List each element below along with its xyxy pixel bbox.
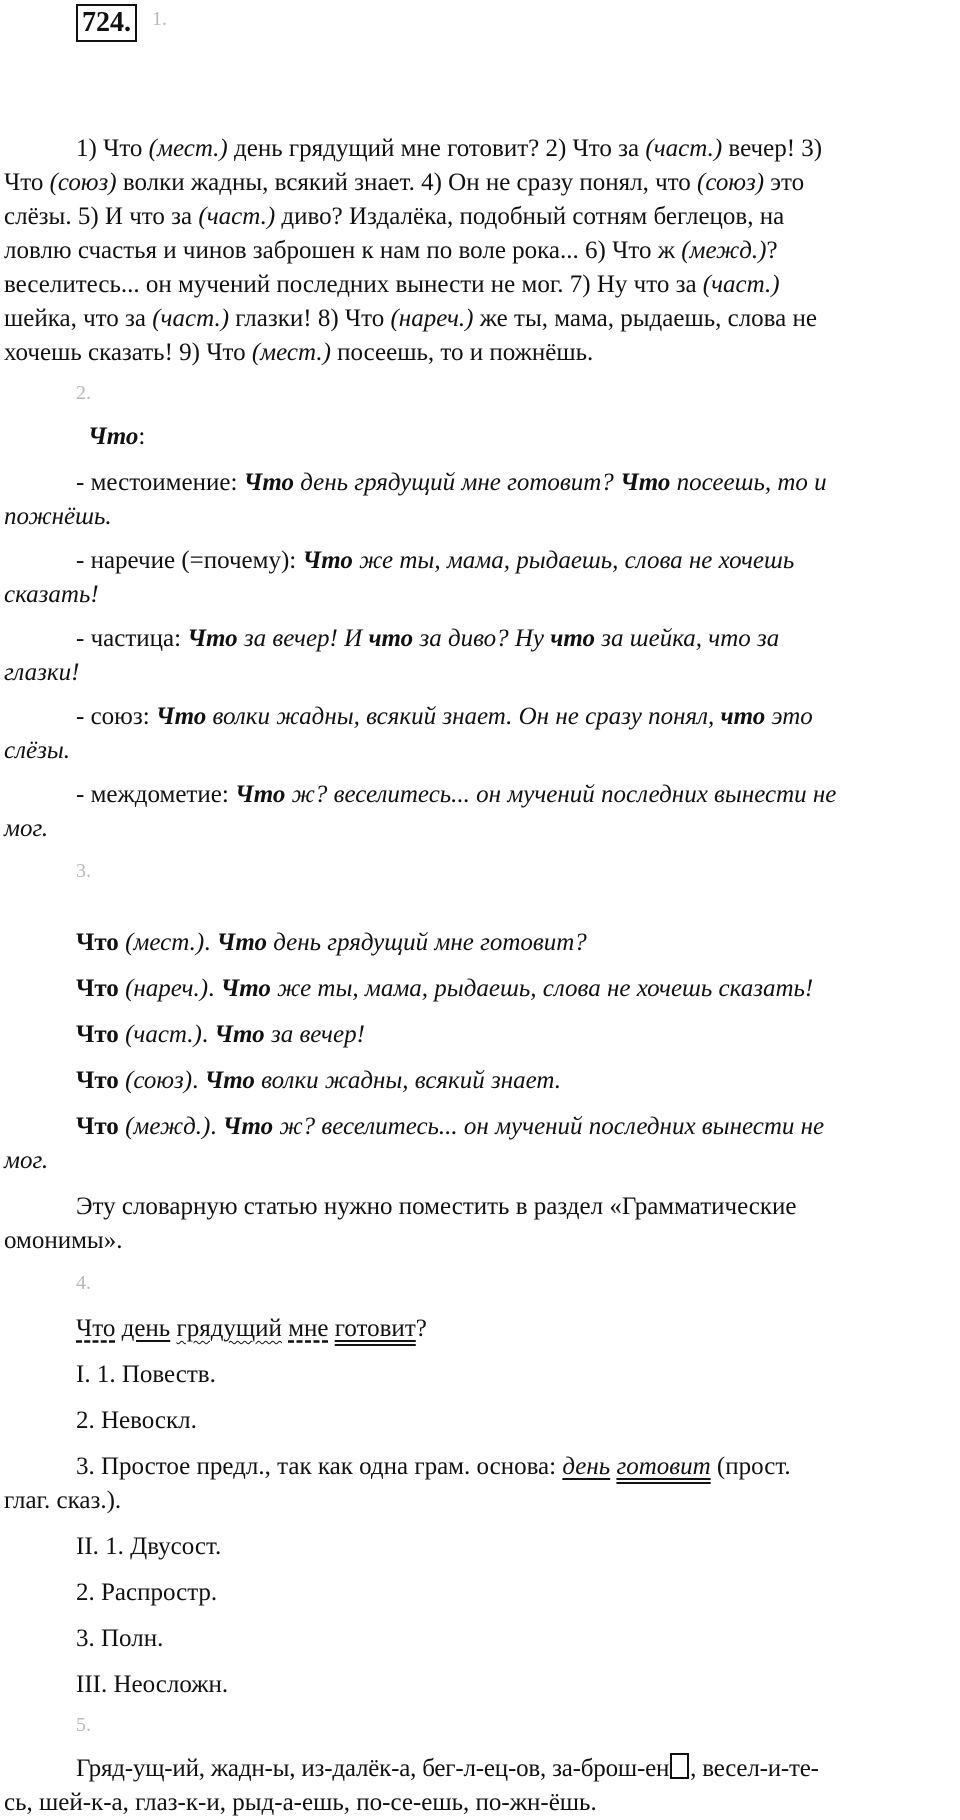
part1-line-7: хочешь сказать! 9) Что (мест.) посеешь, то и пожнёшь. — [4, 339, 594, 366]
part3-entry-particle: Что (част.). Что за вечер! — [76, 1021, 365, 1048]
part2-interjection-cont: мог. — [4, 815, 49, 842]
word-den: день — [121, 1315, 171, 1342]
part2-particle-line: - частица: Что за вечер! И что за диво? Ну что за шейка, что за — [76, 625, 780, 652]
part3-entry-adverb: Что (нареч.). Что же ты, мама, рыдаешь, слова не хочешь сказать! — [76, 975, 814, 1002]
part4-item-i1: I. 1. Повеств. — [76, 1361, 216, 1388]
part2-adverb-cont: сказать! — [4, 581, 99, 608]
word-chto: Что — [76, 1315, 116, 1342]
predicate-gotovit: готовит — [616, 1453, 711, 1480]
empty-ending-box-icon — [670, 1753, 689, 1779]
part3-entry-interjection-cont: мог. — [4, 1147, 49, 1174]
part1-line-2: Что (союз) волки жадны, всякий знает. 4) Он не сразу понял, что (союз) это — [4, 169, 805, 196]
part2-adverb-line: - наречие (=почему): Что же ты, мама, рыдаешь, слова не хочешь — [76, 547, 795, 574]
part4-item-ii2: 2. Распростр. — [76, 1579, 218, 1606]
exercise-number: 724. — [76, 4, 137, 42]
section-marker-1: 1. — [152, 8, 167, 30]
part4-item-i2: 2. Невоскл. — [76, 1407, 197, 1434]
part3-entry-conjunction: Что (союз). Что волки жадны, всякий знает. — [76, 1067, 562, 1094]
part4-item-i3: 3. Простое предл., так как одна грам. основа: день готовит (прост. — [76, 1453, 791, 1480]
part4-item-iii: III. Неосложн. — [76, 1671, 229, 1698]
part5-line-1: Гряд-ущ-ий, жадн-ы, из-далёк-а, бег-л-ец-ов, за-брош-ен , весел-и-те- — [76, 1755, 819, 1782]
section-marker-4: 4. — [76, 1272, 91, 1294]
part1-line-1: 1) Что (мест.) день грядущий мне готовит? 2) Что за (част.) вечер! 3) — [76, 135, 823, 162]
subject-den: день — [562, 1453, 611, 1480]
part3-entry-interjection: Что (межд.). Что ж? веселитесь... он мучений последних вынести не — [76, 1113, 825, 1140]
part3-note-line-2: омонимы». — [4, 1227, 123, 1254]
part3-note-line-1: Эту словарную статью нужно поместить в раздел «Грамматические — [76, 1193, 797, 1220]
part2-particle-cont: глазки! — [4, 659, 80, 686]
part4-item-ii1: II. 1. Двусост. — [76, 1533, 222, 1560]
part4-item-ii3: 3. Полн. — [76, 1625, 164, 1652]
part2-heading: Что: — [88, 423, 146, 450]
word-gryadushchiy: грядущий — [176, 1315, 282, 1342]
part2-pronoun-cont: пожнёшь. — [4, 503, 112, 530]
part5-line-2: сь, шей-к-а, глаз-к-и, рыд-а-ешь, по-се-ешь, по-жн-ёшь. — [4, 1789, 597, 1816]
section-marker-3: 3. — [76, 860, 91, 882]
part2-interjection-line: - междометие: Что ж? веселитесь... он мучений последних вынести не — [76, 781, 837, 808]
part1-line-4: ловлю счастья и чинов заброшен к нам по воле рока... 6) Что ж (межд.)? — [4, 237, 778, 264]
part1-line-3: слёзы. 5) И что за (част.) диво? Издалёка, подобный сотням беглецов, на — [4, 203, 785, 230]
part2-pronoun-line: - местоимение: Что день грядущий мне готовит? Что посеешь, то и — [76, 469, 827, 496]
section-marker-5: 5. — [76, 1714, 91, 1736]
part4-item-i3-cont: глаг. сказ.). — [4, 1487, 122, 1514]
word-gotovit: готовит — [334, 1315, 416, 1342]
part4-sentence: Что день грядущий мне готовит? — [76, 1315, 427, 1342]
part1-line-5: веселитесь... он мучений последних вынести не мог. 7) Ну что за (част.) — [4, 271, 780, 298]
part3-entry-pronoun: Что (мест.). Что день грядущий мне готовит? — [76, 929, 587, 956]
section-marker-2: 2. — [76, 382, 91, 404]
part1-line-6: шейка, что за (част.) глазки! 8) Что (нареч.) же ты, мама, рыдаешь, слова не — [4, 305, 817, 332]
part2-conjunction-line: - союз: Что волки жадны, всякий знает. Он не сразу понял, что это — [76, 703, 813, 730]
word-mne: мне — [288, 1315, 329, 1342]
part2-conjunction-cont: слёзы. — [4, 737, 71, 764]
